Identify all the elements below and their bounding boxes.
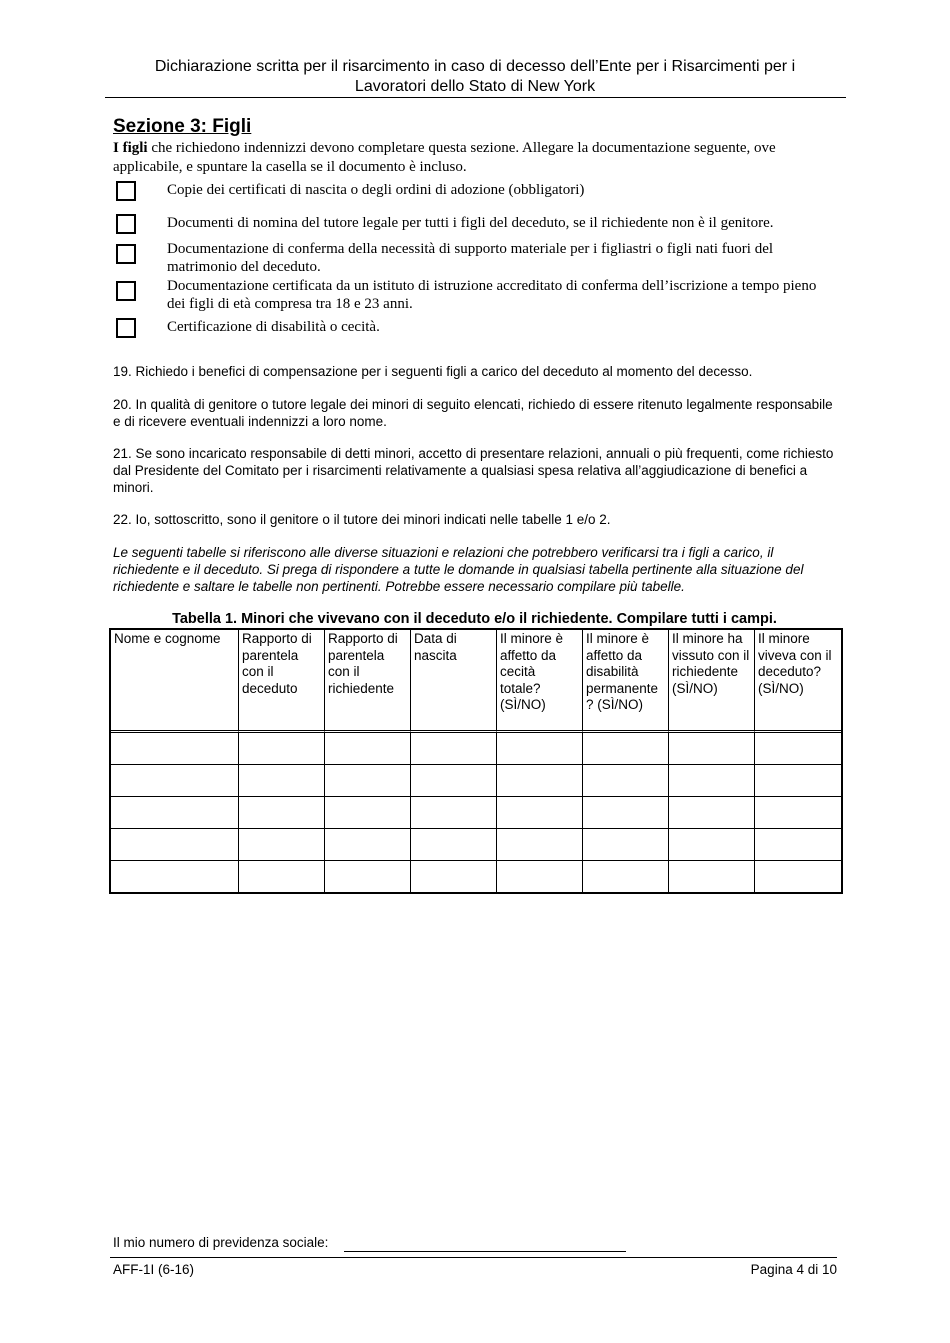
table-row — [111, 829, 841, 861]
cell-input[interactable] — [583, 765, 668, 796]
statement-20: 20. In qualità di genitore o tutore legale dei minori di seguito elencati, richiedo di essere ritenuto legalmente responsabile e di ricevere eventuali indennizzi a loro nome. — [113, 397, 833, 429]
table-cell — [411, 861, 497, 892]
document-header — [105, 57, 845, 97]
table-cell — [325, 829, 411, 861]
table-cell — [325, 765, 411, 797]
cell-input[interactable] — [497, 829, 582, 860]
cell-input[interactable] — [755, 829, 841, 860]
table-cell — [583, 861, 669, 892]
table-row — [111, 797, 841, 829]
table-cell — [325, 797, 411, 829]
checkbox[interactable] — [116, 244, 136, 264]
table-cell — [583, 797, 669, 829]
cell-input[interactable] — [325, 861, 410, 892]
table-cell — [669, 829, 755, 861]
cell-input[interactable] — [239, 861, 324, 892]
table-cell — [325, 733, 411, 765]
table-cell — [669, 797, 755, 829]
table-cell — [111, 733, 239, 765]
checkbox[interactable] — [116, 318, 136, 338]
checklist-item-label: Copie dei certificati di nascita o degli ordini di adozione (obbligatori) — [167, 182, 585, 198]
table-cell — [497, 861, 583, 892]
cell-input[interactable] — [411, 829, 496, 860]
checkbox[interactable] — [116, 181, 136, 201]
table-cell — [755, 733, 841, 765]
checklist-item-label: Documenti di nomina del tutore legale per tutti i figli del deceduto, se il richiedente non è il genitore. — [167, 215, 774, 231]
table-cell — [755, 829, 841, 861]
column-header-lived-with-claimant: Il minore ha vissuto con il richiedente (SÌ/NO) — [669, 630, 755, 733]
section-intro-bold: I figli — [113, 140, 148, 156]
footer-divider — [110, 1257, 837, 1258]
table-header-row — [111, 630, 841, 733]
table-cell — [411, 733, 497, 765]
cell-input[interactable] — [325, 797, 410, 828]
table-cell — [325, 861, 411, 892]
cell-input[interactable] — [497, 733, 582, 764]
table-cell — [497, 797, 583, 829]
cell-input[interactable] — [111, 829, 238, 860]
table-cell — [669, 765, 755, 797]
header-divider — [105, 97, 846, 98]
table-cell — [111, 829, 239, 861]
table-cell — [239, 797, 325, 829]
table-cell — [239, 733, 325, 765]
table-cell — [755, 797, 841, 829]
column-header-relation-deceased: Rapporto di parentela con il deceduto — [239, 630, 325, 733]
table-cell — [583, 765, 669, 797]
table-cell — [239, 829, 325, 861]
cell-input[interactable] — [669, 829, 754, 860]
section-title: Sezione 3: Figli — [113, 116, 252, 137]
table-1-children — [109, 628, 843, 894]
header-title-line-1: Dichiarazione scritta per il risarcimento in caso di decesso dell’Ente per i Risarcimenti per i — [154, 58, 796, 75]
cell-input[interactable] — [497, 861, 582, 892]
statement-19: 19. Richiedo i benefici di compensazione per i seguenti figli a carico del deceduto al momento del decesso. — [113, 364, 753, 379]
cell-input[interactable] — [239, 765, 324, 796]
cell-input[interactable] — [497, 797, 582, 828]
cell-input[interactable] — [239, 829, 324, 860]
cell-input[interactable] — [239, 797, 324, 828]
column-header-name: Nome e cognome — [111, 630, 239, 733]
table-cell — [497, 829, 583, 861]
form-id: AFF-1I (6-16) — [113, 1262, 195, 1277]
cell-input[interactable] — [411, 861, 496, 892]
statement-22: 22. Io, sottoscritto, sono il genitore o il tutore dei minori indicati nelle tabelle 1 e/o 2. — [113, 512, 611, 527]
cell-input[interactable] — [583, 829, 668, 860]
table-cell — [497, 765, 583, 797]
cell-input[interactable] — [111, 797, 238, 828]
cell-input[interactable] — [411, 733, 496, 764]
checkbox[interactable] — [116, 281, 136, 301]
cell-input[interactable] — [583, 797, 668, 828]
table-cell — [239, 765, 325, 797]
table-cell — [411, 765, 497, 797]
checklist-item-label: Documentazione di conferma della necessità di supporto materiale per i figliastri o figli nati fuori del matrimonio del deceduto. — [167, 241, 774, 275]
cell-input[interactable] — [583, 861, 668, 892]
cell-input[interactable] — [669, 861, 754, 892]
column-header-blindness: Il minore è affetto da cecità totale? (SÌ/NO) — [497, 630, 583, 733]
table-cell — [111, 797, 239, 829]
cell-input[interactable] — [755, 797, 841, 828]
table-cell — [755, 765, 841, 797]
checkbox[interactable] — [116, 214, 136, 234]
table-cell — [669, 861, 755, 892]
section-intro — [113, 139, 835, 177]
cell-input[interactable] — [583, 733, 668, 764]
column-header-relation-claimant: Rapporto di parentela con il richiedente — [325, 630, 411, 733]
table-cell — [583, 733, 669, 765]
cell-input[interactable] — [755, 733, 841, 764]
table-row — [111, 733, 841, 765]
table-cell — [411, 829, 497, 861]
table-cell — [755, 861, 841, 892]
cell-input[interactable] — [111, 861, 238, 892]
table-cell — [669, 733, 755, 765]
table-row — [111, 765, 841, 797]
cell-input[interactable] — [325, 733, 410, 764]
page-number: Pagina 4 di 10 — [750, 1262, 837, 1277]
cell-input[interactable] — [497, 765, 582, 796]
statement-21: 21. Se sono incaricato responsabile di detti minori, accetto di presentare relazioni, annuali o più frequenti, come richiesto dal Presidente del Comitato per i risarcimenti relativamente a qualsiasi spesa relativa all’aggiudicazione di benefici a minori. — [113, 446, 834, 495]
cell-input[interactable] — [669, 797, 754, 828]
section-intro-text: che richiedono indennizzi devono completare questa sezione. Allegare la documentazione seguente, ove applicabile, e spuntare la casella se il documento è incluso. — [113, 140, 776, 175]
ssn-label: Il mio numero di previdenza sociale: — [113, 1235, 329, 1250]
cell-input[interactable] — [755, 765, 841, 796]
cell-input[interactable] — [669, 765, 754, 796]
cell-input[interactable] — [325, 765, 410, 796]
header-title-line-2: Lavoratori dello Stato di New York — [354, 78, 596, 95]
cell-input[interactable] — [325, 829, 410, 860]
ssn-input-line[interactable] — [344, 1251, 626, 1252]
cell-input[interactable] — [411, 797, 496, 828]
column-header-disability: Il minore è affetto da disabilità permanente ? (SÌ/NO) — [583, 630, 669, 733]
table-row — [111, 861, 841, 892]
cell-input[interactable] — [755, 861, 841, 892]
table-cell — [111, 861, 239, 892]
cell-input[interactable] — [111, 765, 238, 796]
table-1-title: Tabella 1. Minori che vivevano con il deceduto e/o il richiedente. Compilare tutti i campi. — [172, 611, 777, 627]
checklist-item-label: Certificazione di disabilità o cecità. — [167, 319, 380, 335]
checklist-item-label: Documentazione certificata da un istituto di istruzione accreditato di conferma dell’iscrizione a tempo pieno dei figli di età compresa tra 18 e 23 anni. — [167, 278, 817, 312]
cell-input[interactable] — [669, 733, 754, 764]
cell-input[interactable] — [239, 733, 324, 764]
cell-input[interactable] — [411, 765, 496, 796]
column-header-birth-date: Data di nascita — [411, 630, 497, 733]
column-header-lived-with-deceased: Il minore viveva con il deceduto? (SÌ/NO) — [755, 630, 841, 733]
table-cell — [111, 765, 239, 797]
table-cell — [411, 797, 497, 829]
tables-instruction-note: Le seguenti tabelle si riferiscono alle diverse situazioni e relazioni che potrebbero verificarsi tra i figli a carico, il richiedente e il deceduto. Si prega di rispondere a tutte le domande in qualsiasi tabella pertinente alla situazione del richiedente e saltare le tabelle non pertinenti. Potrebbe essere necessario compilare più tabelle. — [113, 545, 804, 594]
table-cell — [239, 861, 325, 892]
table-cell — [497, 733, 583, 765]
table-cell — [583, 829, 669, 861]
cell-input[interactable] — [111, 733, 238, 764]
